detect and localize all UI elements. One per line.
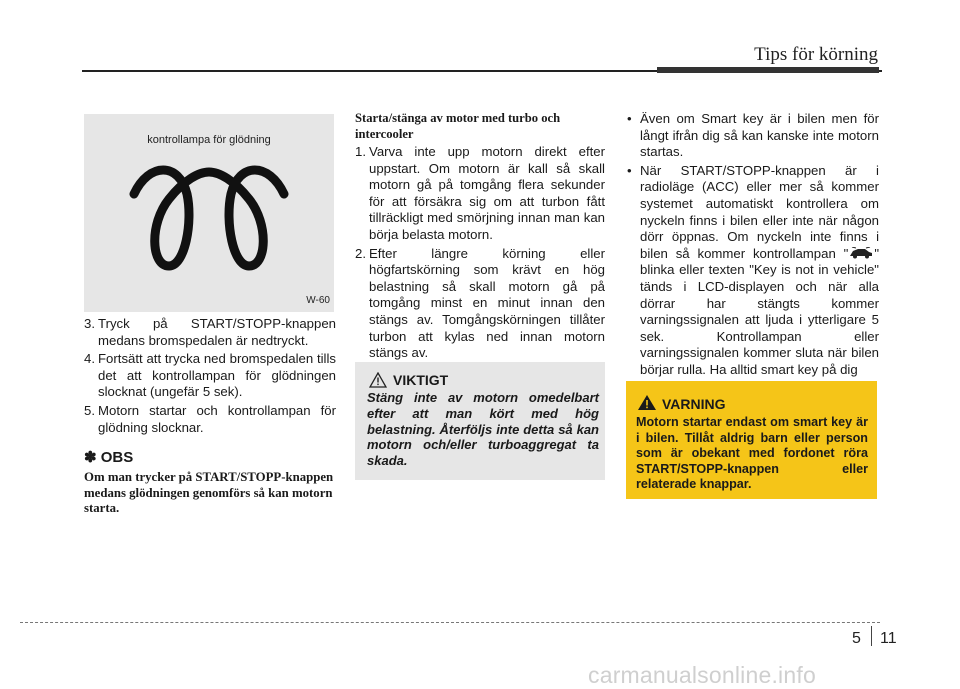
list-item — [84, 351, 336, 401]
page-header-title: Tips för körning — [754, 44, 878, 65]
turbo-steps-list — [355, 144, 605, 362]
footer-rule — [20, 622, 880, 623]
list-item — [625, 163, 879, 379]
warning-triangle-icon — [637, 394, 657, 411]
list-item — [84, 316, 336, 349]
caution-triangle-icon — [369, 372, 387, 388]
key-car-icon — [848, 247, 874, 259]
list-item — [355, 144, 605, 244]
list-item — [84, 403, 336, 436]
figure-caption: kontrollampa för glödning — [147, 134, 271, 146]
step-text: Efter längre körning eller högfartskörning som krävt en hög belastning så skall motorn gå på tomgång minst en minut innan den stängs av. Tomgångskörningen tillåter turbon att kylas ned innan motorn stängs av. — [369, 245, 605, 361]
column-left — [84, 316, 336, 517]
varning-body: Motorn startar endast om smart key är i bilen. Tillåt aldrig barn eller person som är obekant med fordonet röra START/STOPP-knappen eller relaterade knappar. — [636, 415, 868, 492]
turbo-section-heading: Starta/stänga av motor med turbo och intercooler — [355, 111, 561, 141]
viktigt-title: VIKTIGT — [393, 372, 449, 388]
smart-key-bullets — [625, 111, 879, 379]
bullet-dot: • — [627, 111, 632, 126]
figure-code: W-60 — [306, 295, 330, 306]
varning-warning-box — [626, 381, 877, 499]
obs-heading: ✽ OBS — [84, 449, 134, 467]
step-number: 3. — [84, 316, 95, 331]
varning-title: VARNING — [662, 396, 726, 412]
step-number: 5. — [84, 402, 95, 418]
step-text: Varva inte upp motorn direkt efter uppstart. Om motorn är kall så skall motorn gå på tomgång flera sekunder för att försäkra sig om att turbon fått tillräckligt med smörjning innan man kan börja belasta motorn. — [369, 144, 605, 242]
list-item — [355, 246, 605, 362]
bullet-text-post: " blinka eller texten "Key is not in vehicle" tänds i LCD-displayen och när alla dörrar har stängts kommer varningssignalen att ljuda i ytterligare 5 sek. Kontrollampan eller varningssignalen kommer sluta när bilen börjar rulla. Ha alltid smart key på dig — [640, 245, 879, 377]
bullet-text-pre: När START/STOPP-knappen är i radioläge (ACC) eller mer så kommer systemet automatiskt kontrollera om nyckeln finns i bilen eller inte när någon dörr öppnas. Om nyckeln inte finns i bilen så kommer kontrollampan " — [640, 162, 879, 261]
header-accent-bar — [657, 67, 879, 73]
step-number: 4. — [84, 351, 95, 367]
obs-body: Om man trycker på START/STOPP-knappen medans glödningen genomförs så kan motorn starta. — [84, 469, 334, 516]
list-item — [625, 111, 879, 161]
step-text: Tryck på START/STOPP-knappen medans bromspedalen är nedtryckt. — [98, 316, 336, 348]
watermark-text: carmanualsonline.info — [588, 662, 816, 688]
viktigt-notice-box — [355, 362, 605, 480]
glow-plug-coil-icon — [129, 154, 289, 279]
column-right — [625, 111, 879, 381]
step-text: Fortsätt att trycka ned bromspedalen tills det att kontrollampan för glödningen slocknat (ungefär 5 sek). — [98, 351, 336, 400]
column-middle — [355, 111, 605, 364]
step-text: Motorn startar och kontrollampan för glödning slocknar. — [98, 402, 336, 435]
glow-indicator-figure — [84, 114, 334, 312]
step-number: 2. — [355, 245, 366, 261]
step-number: 1. — [355, 144, 366, 159]
chapter-number: 5 — [852, 630, 861, 647]
bullet-text: Även om Smart key är i bilen men för långt ifrån dig så kan kanske inte motorn startas. — [640, 111, 879, 160]
page-number-separator — [871, 626, 872, 646]
page-number: 11 — [880, 630, 897, 647]
viktigt-body: Stäng inte av motorn omedelbart efter att man kört med hög belastning. Återföljs inte detta så kan motorn och/eller turboaggregat ta skada. — [367, 390, 599, 469]
start-steps-list — [84, 316, 336, 436]
bullet-dot: • — [627, 162, 632, 178]
